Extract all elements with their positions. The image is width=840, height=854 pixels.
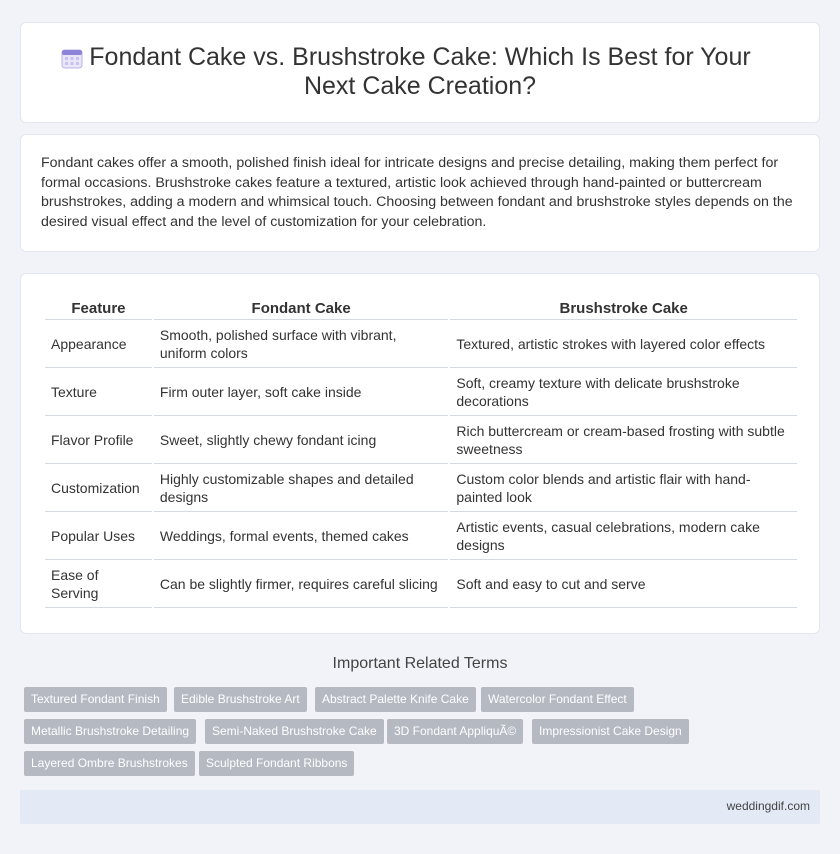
comparison-table: [43, 296, 799, 608]
header-feature: Feature: [45, 296, 152, 320]
brushstroke-cell: Artistic events, casual celebrations, modern cake designs: [450, 512, 797, 560]
intro-card: [20, 134, 820, 252]
fondant-cell: Can be slightly firmer, requires careful slicing: [154, 560, 448, 608]
intro-paragraph: Fondant cakes offer a smooth, polished finish ideal for intricate designs and precise detailing, making them perfect for formal occasions. Brushstroke cakes feature a textured, artistic look achieved through hand-painted or buttercream brushstrokes, adding a modern and whimsical touch. Choosing between fondant and brushstroke styles depends on the desired visual effect and the level of customization for your celebration.: [41, 155, 793, 230]
footer: [20, 790, 820, 824]
feature-cell: Texture: [45, 368, 152, 416]
table-row: [45, 560, 797, 608]
brushstroke-cell: Rich buttercream or cream-based frosting with subtle sweetness: [450, 416, 797, 464]
related-term-tag[interactable]: Impressionist Cake Design: [532, 719, 689, 744]
feature-cell: Ease of Serving: [45, 560, 152, 608]
related-terms-heading: Important Related Terms: [332, 655, 508, 672]
brushstroke-cell: Soft and easy to cut and serve: [450, 560, 797, 608]
footer-site[interactable]: weddingdif.com: [726, 799, 810, 813]
fondant-cell: Highly customizable shapes and detailed designs: [154, 464, 448, 512]
related-term-tag[interactable]: Edible Brushstroke Art: [174, 687, 307, 712]
page-title: Fondant Cake vs. Brushstroke Cake: Which Is Best for Your Next Cake Creation?: [89, 43, 751, 100]
feature-cell: Popular Uses: [45, 512, 152, 560]
feature-cell: Flavor Profile: [45, 416, 152, 464]
table-row: [45, 464, 797, 512]
header-brushstroke: Brushstroke Cake: [450, 296, 797, 320]
related-term-tag[interactable]: Sculpted Fondant Ribbons: [199, 751, 354, 776]
related-term-tag[interactable]: Metallic Brushstroke Detailing: [24, 719, 196, 744]
table-row: [45, 320, 797, 368]
related-term-tag[interactable]: Semi-Naked Brushstroke Cake: [205, 719, 384, 744]
related-term-tag[interactable]: Watercolor Fondant Effect: [481, 687, 634, 712]
brushstroke-cell: Soft, creamy texture with delicate brushstroke decorations: [450, 368, 797, 416]
brushstroke-cell: Custom color blends and artistic flair with hand-painted look: [450, 464, 797, 512]
related-term-tag[interactable]: Layered Ombre Brushstrokes: [24, 751, 195, 776]
fondant-cell: Firm outer layer, soft cake inside: [154, 368, 448, 416]
fondant-cell: Smooth, polished surface with vibrant, uniform colors: [154, 320, 448, 368]
brushstroke-cell: Textured, artistic strokes with layered color effects: [450, 320, 797, 368]
table-row: [45, 512, 797, 560]
feature-cell: Customization: [45, 464, 152, 512]
table-header-row: [45, 296, 797, 320]
comparison-card: [20, 273, 820, 634]
related-term-tag[interactable]: 3D Fondant AppliquÃ©: [387, 719, 523, 744]
related-term-tag[interactable]: Abstract Palette Knife Cake: [315, 687, 476, 712]
header-fondant: Fondant Cake: [154, 296, 448, 320]
title-card: [20, 22, 820, 123]
related-term-tag[interactable]: Textured Fondant Finish: [24, 687, 167, 712]
feature-cell: Appearance: [45, 320, 152, 368]
table-row: [45, 416, 797, 464]
fondant-cell: Weddings, formal events, themed cakes: [154, 512, 448, 560]
table-row: [45, 368, 797, 416]
fondant-cell: Sweet, slightly chewy fondant icing: [154, 416, 448, 464]
